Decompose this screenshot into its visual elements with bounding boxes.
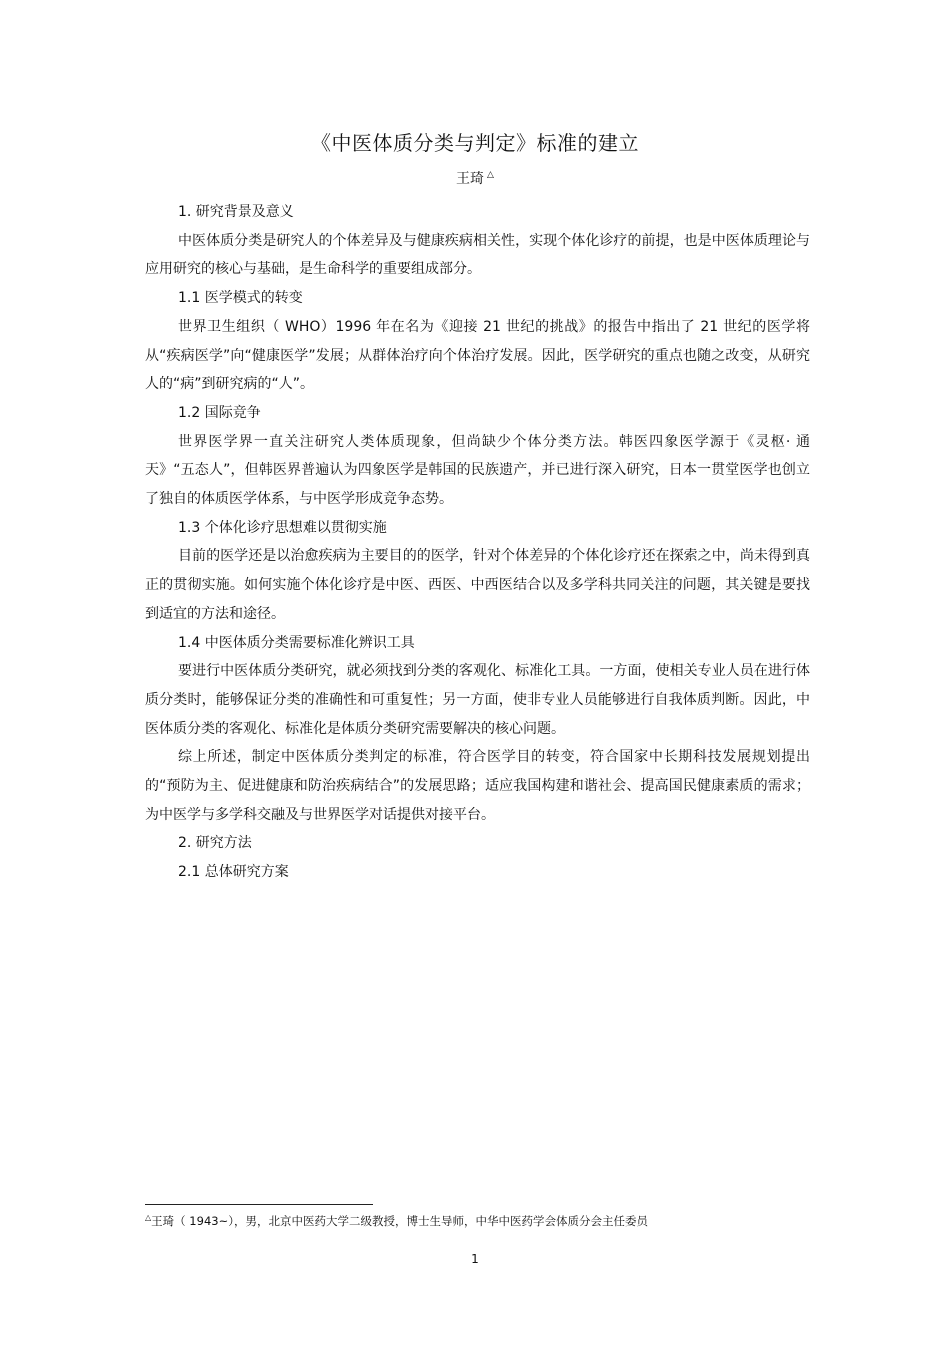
- section-heading: 1.4 中医体质分类需要标准化辨识工具: [178, 634, 415, 651]
- section-heading: 1.1 医学模式的转变: [178, 290, 303, 307]
- author-name: 王琦: [456, 171, 485, 187]
- paragraph: 中医体质分类是研究人的个体差异及与健康疾病相关性，实现个体化诊疗的前提，也是中医体质理论与应用研究的核心与基础，是生命科学的重要组成部分。: [145, 232, 810, 278]
- section-heading: 2.1 总体研究方案: [178, 864, 289, 881]
- section-heading: 1.2 国际竞争: [178, 404, 261, 421]
- footnote-text: 王琦（ 1943~），男，北京中医药大学二级教授，博士生导师，中华中医药学会体质分会主任委员: [151, 1214, 648, 1228]
- paragraph: 综上所述，制定中医体质分类判定的标准，符合医学目的转变，符合国家中长期科技发展规划提出的“预防为主、促进健康和防治疾病结合”的发展思路；适应我国构建和谐社会、提高国民健康素质的需求；为中医学与多学科交融及与世界医学对话提供对接平台。: [145, 749, 810, 823]
- page-number: 1: [471, 1252, 479, 1266]
- footnote: [145, 1213, 810, 1229]
- footnote-mark: △: [145, 1213, 152, 1222]
- paragraph: 目前的医学还是以治愈疾病为主要目的的医学，针对个体差异的个体化诊疗还在探索之中，尚未得到真正的贯彻实施。如何实施个体化诊疗是中医、西医、中西医结合以及多学科共同关注的问题，其关键是要找到适宜的方法和途径。: [145, 548, 810, 622]
- section-heading: 1.3 个体化诊疗思想难以贯彻实施: [178, 519, 387, 536]
- paragraph: 世界卫生组织（ WHO）1996 年在名为《迎接 21 世纪的挑战》的报告中指出了 21 世纪的医学将从“疾病医学”向“健康医学”发展；从群体治疗向个体治疗发展。因此，医学研究的重点也随之改变，从研究人的“病”到研究病的“人”。: [145, 318, 810, 393]
- author-line: [0, 168, 950, 188]
- document-body: [145, 198, 810, 887]
- document-title: 《中医体质分类与判定》标准的建立: [311, 131, 639, 155]
- author-footnote-mark: △: [487, 170, 494, 180]
- paragraph: 要进行中医体质分类研究，就必须找到分类的客观化、标准化工具。一方面，使相关专业人员在进行体质分类时，能够保证分类的准确性和可重复性；另一方面，使非专业人员能够进行自我体质判断。因此，中医体质分类的客观化、标准化是体质分类研究需要解决的核心问题。: [145, 663, 810, 737]
- paragraph: 世界医学界一直关注研究人类体质现象，但尚缺少个体分类方法。韩医四象医学源于《灵枢· 通天》“五态人”，但韩医界普遍认为四象医学是韩国的民族遗产，并已进行深入研究，日本一贯堂医学也创立了独自的体质医学体系，与中医学形成竞争态势。: [145, 433, 810, 508]
- footnote-divider: [145, 1204, 373, 1205]
- section-heading: 1. 研究背景及意义: [178, 204, 294, 220]
- section-heading: 2. 研究方法: [178, 835, 252, 852]
